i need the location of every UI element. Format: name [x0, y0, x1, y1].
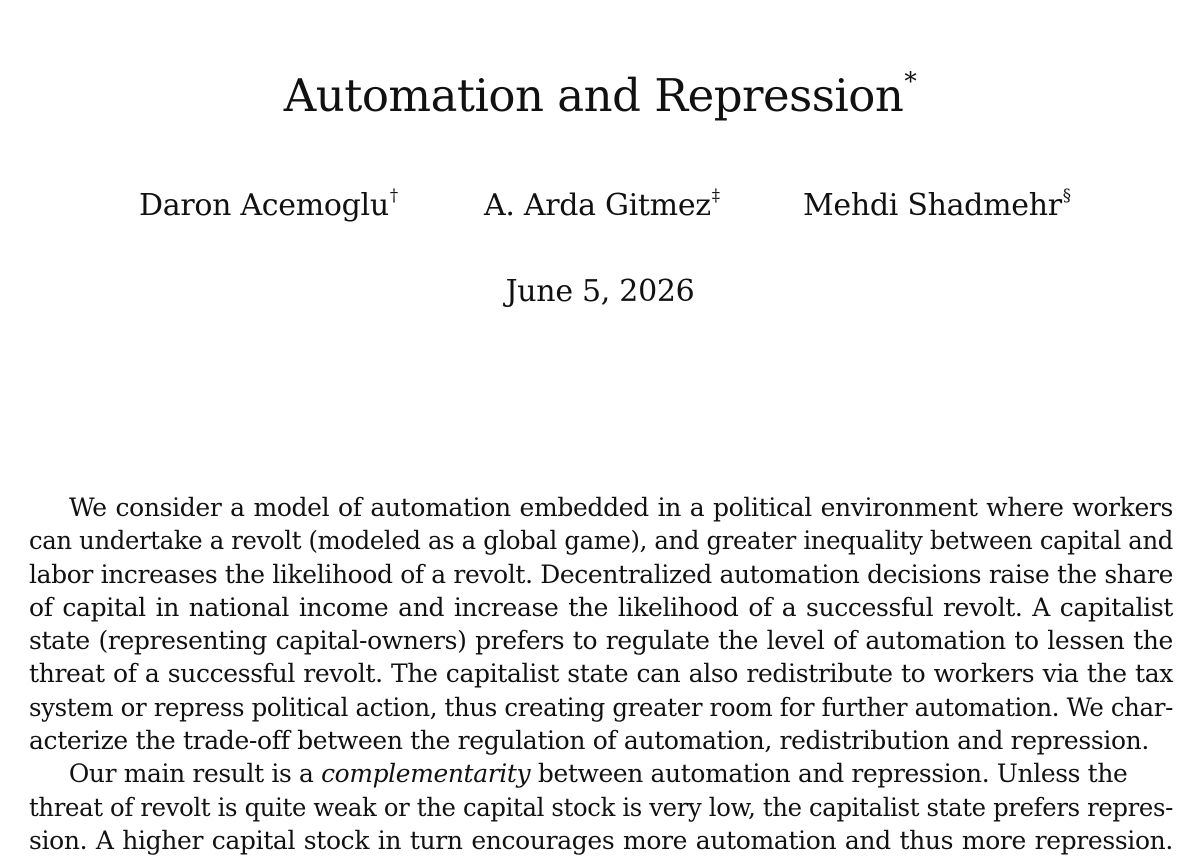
- abstract-line: [29, 757, 1173, 790]
- abstract-line: acterize the trade-off between the regulation of automation, redistribution and repression.: [29, 726, 1150, 756]
- title-footnote-mark: *: [904, 66, 917, 96]
- author-name: Mehdi Shadmehr: [803, 188, 1062, 223]
- abstract-line: labor increases the likelihood of a revolt. Decentralized automation decisions raise the share: [29, 559, 1173, 589]
- paragraph-2-prefix: Our main result is a: [68, 759, 314, 789]
- author-list: [0, 184, 1200, 228]
- title-text: Automation and Repression: [283, 69, 904, 122]
- paper-date: June 5, 2026: [505, 274, 695, 309]
- emphasis-complementarity: complementarity: [321, 759, 531, 789]
- abstract: [29, 491, 1173, 857]
- abstract-line: threat of revolt is quite weak or the capital stock is very low, the capitalist state prefers repres-: [29, 792, 1173, 822]
- abstract-line: threat of a successful revolt. The capitalist state can also redistribute to workers via the tax: [29, 659, 1173, 689]
- paper-title: [0, 66, 1200, 133]
- author-2: [484, 184, 720, 232]
- author-footnote-mark: §: [1062, 185, 1071, 205]
- author-footnote-mark: ‡: [711, 185, 720, 205]
- author-3: [803, 184, 1071, 232]
- author-name: Daron Acemoglu: [139, 188, 389, 223]
- abstract-line: sion. A higher capital stock in turn encourages more automation and thus more repression.: [29, 825, 1173, 855]
- abstract-line: state (representing capital-owners) prefers to regulate the level of automation to lessen the: [29, 626, 1173, 656]
- abstract-line: system or repress political action, thus creating greater room for further automation. We char-: [29, 692, 1173, 722]
- abstract-line: can undertake a revolt (modeled as a global game), and greater inequality between capital and: [29, 526, 1173, 556]
- author-footnote-mark: †: [389, 185, 398, 205]
- abstract-line: of capital in national income and increase the likelihood of a successful revolt. A capitalist: [29, 592, 1173, 622]
- author-1: [139, 184, 398, 232]
- author-name: A. Arda Gitmez: [484, 188, 711, 223]
- abstract-line: We consider a model of automation embedded in a political environment where workers: [69, 493, 1173, 522]
- paragraph-2-rest: between automation and repression. Unless the: [537, 759, 1128, 789]
